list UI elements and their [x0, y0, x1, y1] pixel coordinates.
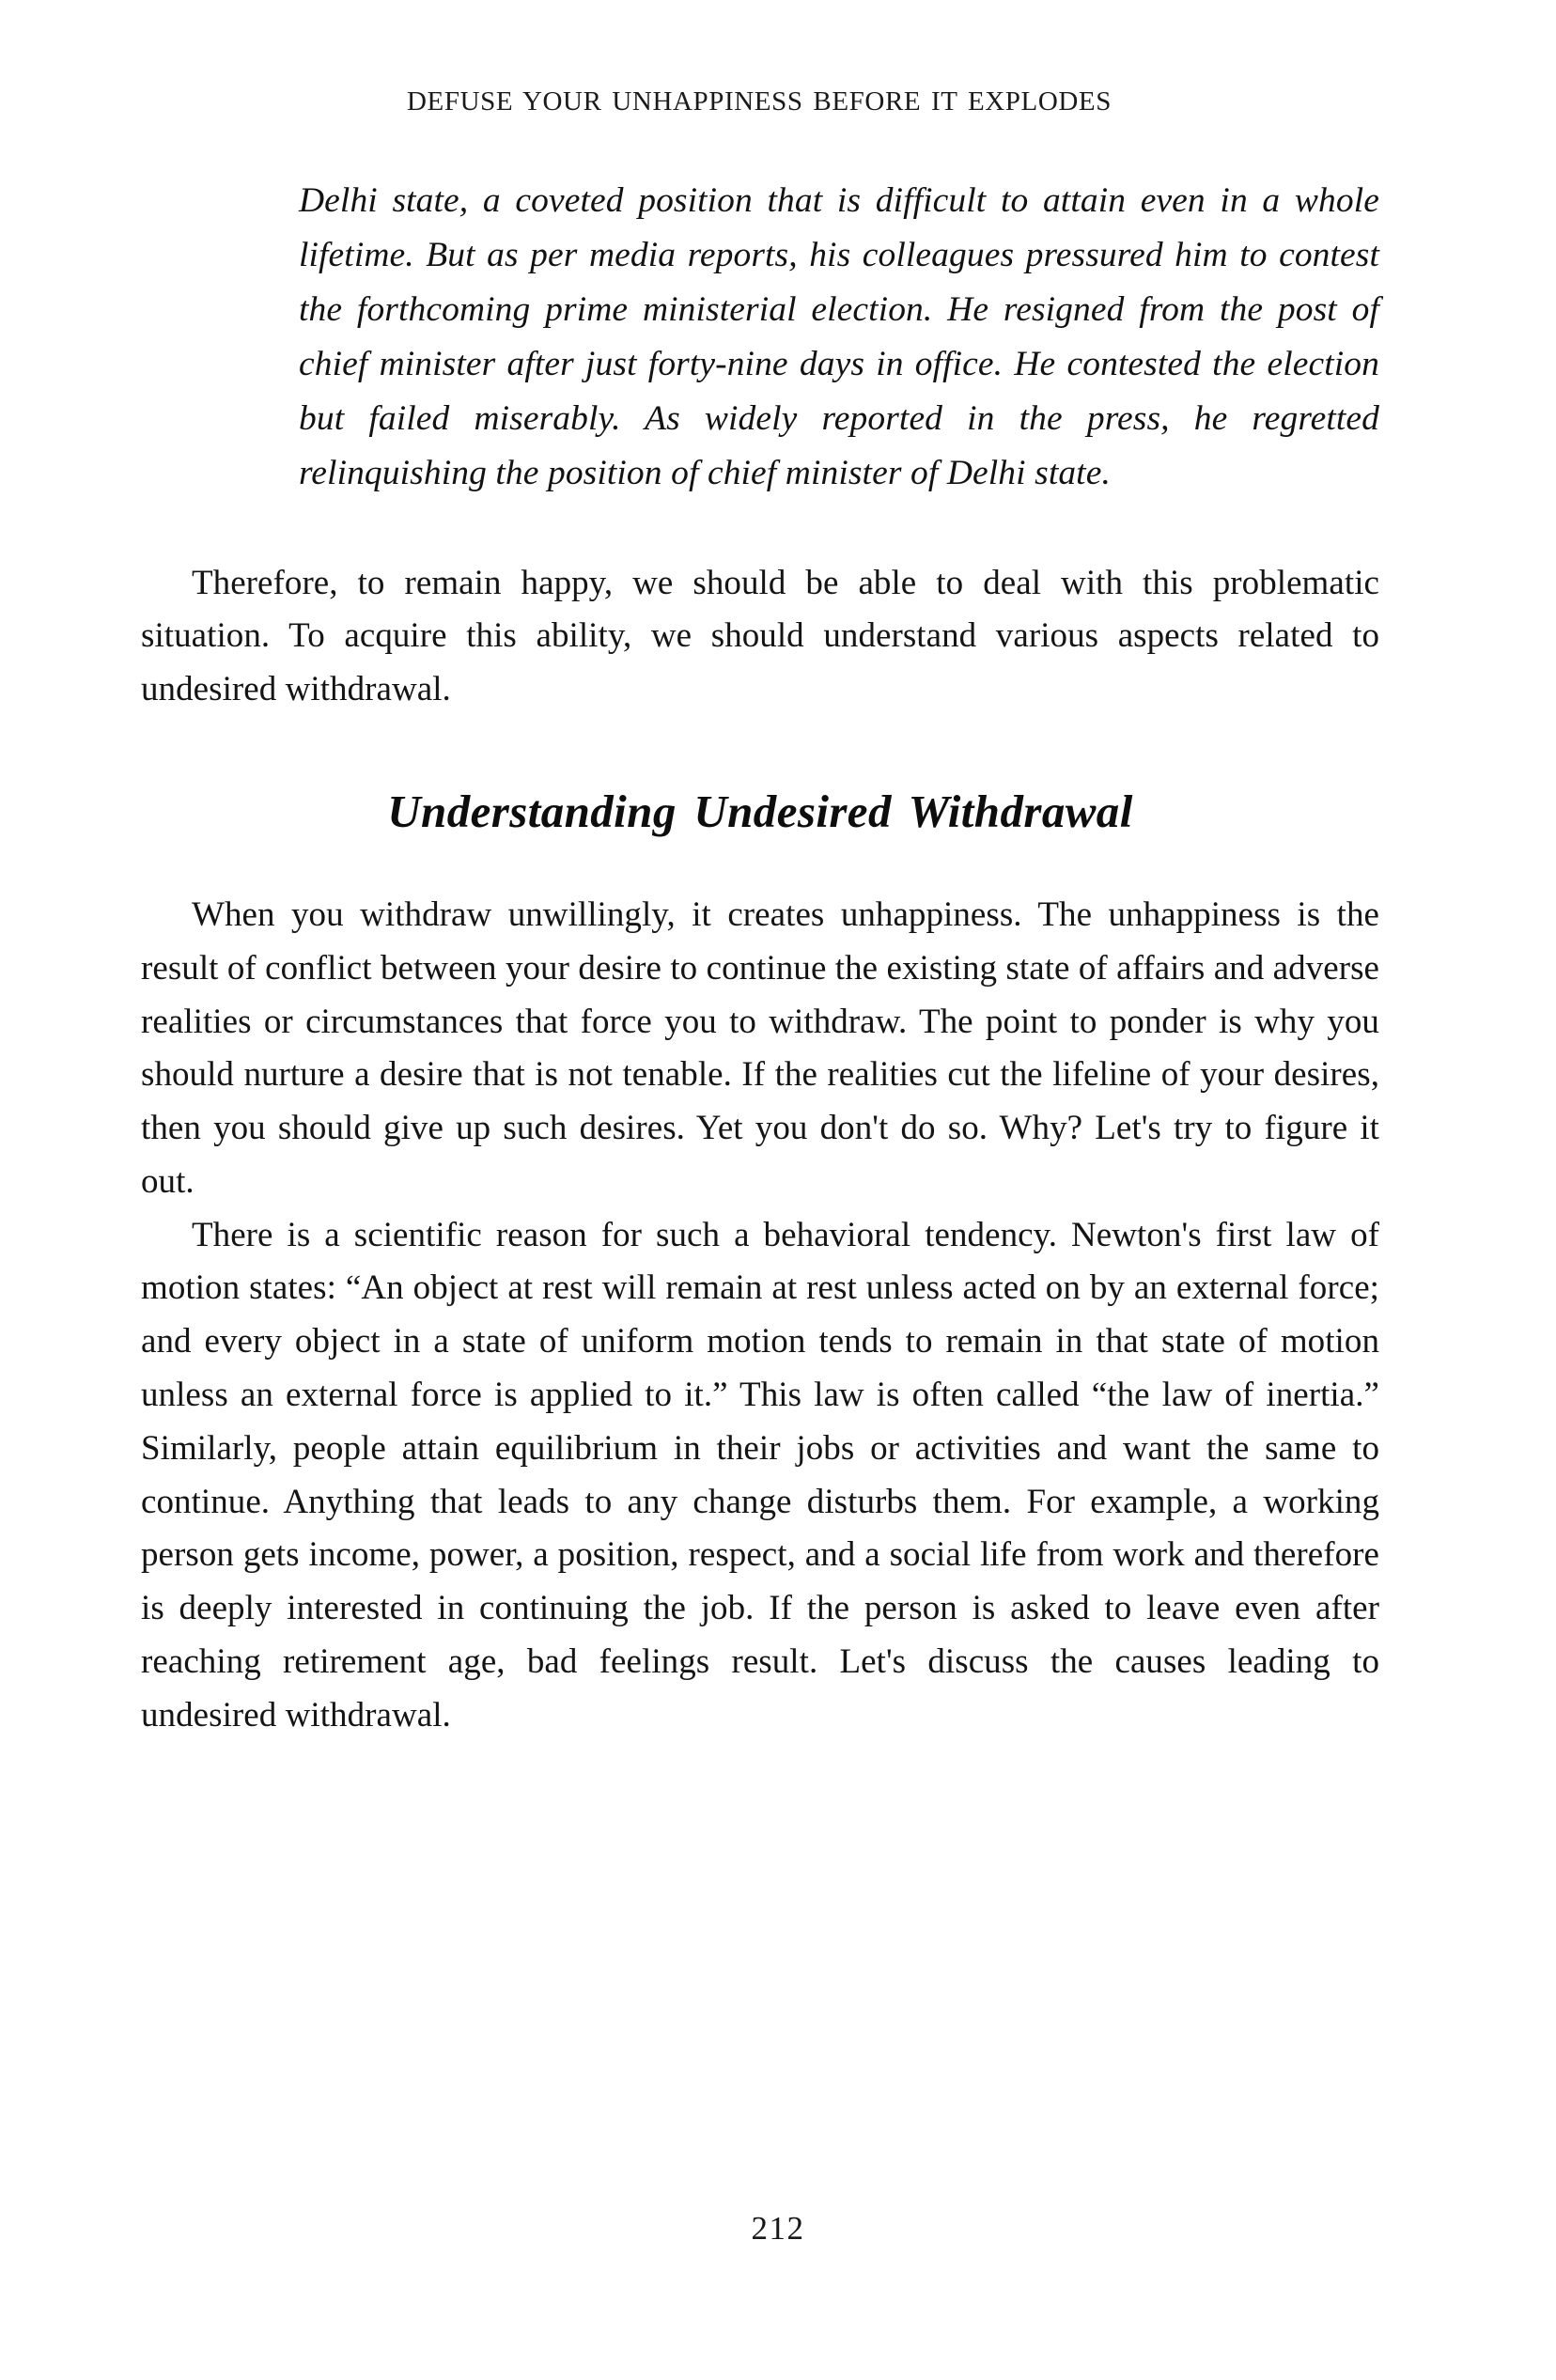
block-quote-text: Delhi state, a coveted position that is difficult to attain even in a whole lifetime. But as per media reports, his colleagues pressured him to contest the forthcoming prime ministerial election. He resigned from the post of chief minister after just forty-nine days in office. He contested the election but failed miserably. As widely reported in the press, he regretted relinquishing the position of chief minister of Delhi state.	[299, 181, 1379, 492]
page-number: 212	[751, 2210, 805, 2247]
paragraph-body-2: There is a scientific reason for such a behavioral tendency. Newton's first law of motion states: “An object at rest will remain at rest unless acted on by an external force; and every object in a state of uniform motion tends to remain in that state of motion unless an external force is applied to it.” This law is often called “the law of inertia.” Similarly, people attain equilibrium in their jobs or activities and want the same to continue. Anything that leads to any change disturbs them. For example, a working person gets income, power, a position, respect, and a social life from work and therefore is deeply interested in continuing the job. If the person is asked to leave even after reaching retirement age, bad feelings result. Let's discuss the causes leading to undesired withdrawal.	[141, 1215, 1379, 1734]
spacer-after-heading	[141, 838, 1379, 889]
text-column	[141, 174, 1379, 1742]
running-head	[0, 86, 1556, 117]
running-head-text: DEFUSE YOUR UNHAPPINESS BEFORE IT EXPLODES	[407, 86, 1112, 117]
block-quote	[299, 174, 1379, 501]
paragraph-intro: Therefore, to remain happy, we should be able to deal with this problematic situation. To acquire this ability, we should understand various aspects related to undesired withdrawal.	[141, 563, 1379, 709]
spacer-before-heading	[141, 717, 1379, 785]
section-heading: Understanding Undesired Withdrawal	[387, 785, 1133, 837]
paragraph-body-1: When you withdraw unwillingly, it creates unhappiness. The unhappiness is the result of conflict between your desire to continue the existing state of affairs and adverse realities or circumstances that force you to withdraw. The point to ponder is why you should nurture a desire that is not tenable. If the realities cut the lifeline of your desires, then you should give up such desires. Yet you don't do so. Why? Let's try to figure it out.	[141, 894, 1379, 1201]
spacer-after-quote	[141, 501, 1379, 557]
